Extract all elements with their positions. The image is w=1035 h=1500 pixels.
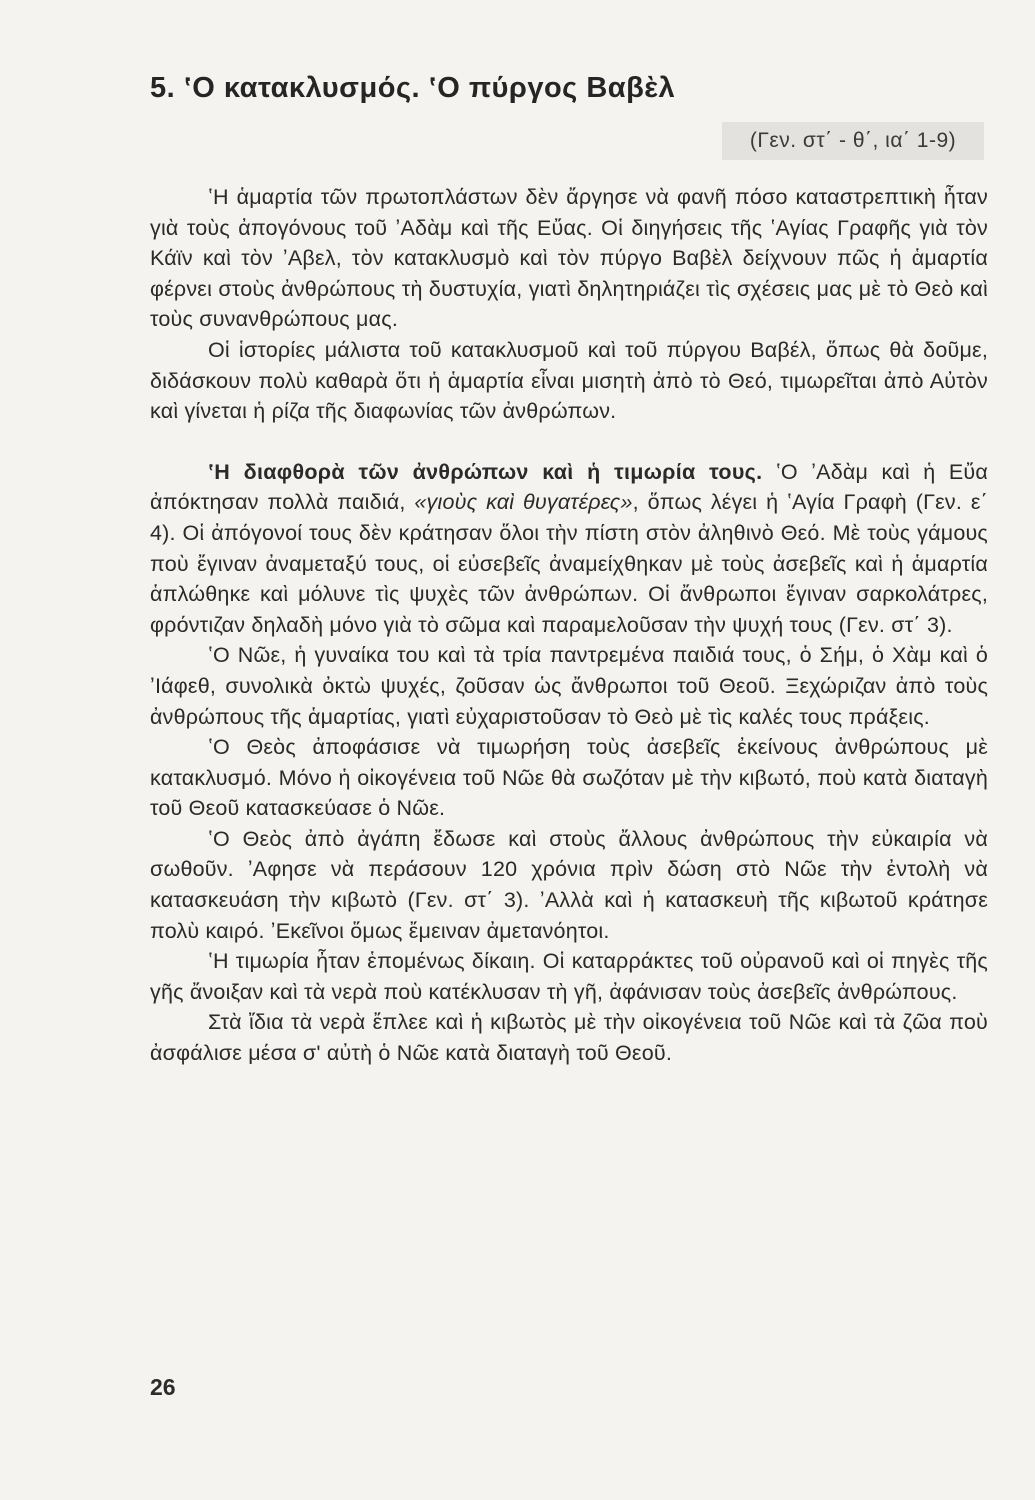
paragraph: ʽΟ Θεὸς ἀποφάσισε νὰ τιμωρήση τοὺς ἀσεβεῖς ἐκείνους ἀνθρώπους μὲ κατακλυσμό. Μόνο ἡ οἰκογένεια τοῦ Νῶε θὰ σωζόταν μὲ τὴν κιβωτό, ποὺ κατὰ διαταγὴ τοῦ Θεοῦ κατασκεύασε ὁ Νῶε. — [150, 735, 988, 821]
paragraph: Στὰ ἴδια τὰ νερὰ ἔπλεε καὶ ἡ κιβωτὸς μὲ τὴν οἰκογένεια τοῦ Νῶε καὶ τὰ ζῶα ποὺ ἀσφάλισε μέσα σ' αὐτὴ ὁ Νῶε κατὰ διαταγὴ τοῦ Θεοῦ. — [150, 1010, 988, 1066]
section-text: , ὅπως λέγει ἡ ʽΑγία Γραφὴ (Γεν. ε΄ 4). Οἱ ἀπόγονοί τους δὲν κράτησαν ὅλοι τὴν πίστη στὸν ἀληθινὸ Θεό. Μὲ τοὺς γάμους ποὺ ἔγιναν ἀναμεταξύ τους, οἱ εὐσεβεῖς ἀναμείχθηκαν μὲ τοὺς ἀσεβεῖς καὶ ἡ ἁμαρτία ἁπλώθηκε καὶ μόλυνε τὶς ψυχὲς τῶν ἀνθρώπων. Οἱ ἄνθρωποι ἔγιναν σαρκολάτρες, φρόντιζαν δηλαδὴ μόνο γιὰ τὸ σῶμα καὶ παραμελοῦσαν τὴν ψυχή τους (Γεν. στ΄ 3). — [150, 490, 989, 637]
section-text: ʽΟ ʼΑδὰμ καὶ ἡ Εὔα ἀπόκτησαν πολλὰ παιδιά, — [150, 459, 988, 515]
paragraph: ʽΟ Θεὸς ἀπὸ ἀγάπη ἔδωσε καὶ στοὺς ἄλλους ἀνθρώπους τὴν εὐκαιρία νὰ σωθοῦν. ʼΑφησε νὰ περάσουν 120 χρόνια πρὶν δώση στὸ Νῶε τὴν ἐντολὴ νὰ κατασκευάση τὴν κιβωτὸ (Γεν. στ΄ 3). ʼΑλλὰ καὶ ἡ κατασκευὴ τῆς κιβωτοῦ κράτησε πολὺ καιρό. ʼΕκεῖνοι ὅμως ἔμειναν ἀμετανόητοι. — [150, 826, 988, 943]
paragraph: ʽΗ ἁμαρτία τῶν πρωτοπλάστων δὲν ἄργησε νὰ φανῆ πόσο καταστρεπτικὴ ἦταν γιὰ τοὺς ἀπογόνους τοῦ ʼΑδὰμ καὶ τῆς Εὔας. Οἱ διηγήσεις τῆς ʽΑγίας Γραφῆς γιὰ τὸν Κάϊν καὶ τὸν ʼΑβελ, τὸν κατακλυσμὸ καὶ τὸν πύργο Βαβὲλ δείχνουν πῶς ἡ ἁμαρτία φέρνει στοὺς ἀνθρώπους τὴ δυστυχία, γιατὶ δηλητηριάζει τὶς σχέσεις μας μὲ τὸ Θεὸ καὶ τοὺς συνανθρώπους μας. — [150, 185, 988, 332]
page-number: 26 — [150, 1374, 176, 1400]
scripture-reference: (Γεν. στ΄ - θ΄, ια΄ 1-9) — [722, 122, 984, 160]
quoted-phrase: «γιοὺς καὶ θυγατέρες» — [414, 490, 633, 515]
chapter-body — [150, 182, 988, 1069]
section-heading: ʽΗ διαφθορὰ τῶν ἀνθρώπων καὶ ἡ τιμωρία τους. — [208, 459, 763, 484]
section-paragraph — [150, 457, 988, 641]
chapter-title: 5. ʽΟ κατακλυσμός. ʽΟ πύργος Βαβὲλ — [150, 72, 676, 104]
paragraph: Οἱ ἱστορίες μάλιστα τοῦ κατακλυσμοῦ καὶ τοῦ πύργου Βαβέλ, ὅπως θὰ δοῦμε, διδάσκουν πολὺ καθαρὰ ὅτι ἡ ἁμαρτία εἶναι μισητὴ ἀπὸ τὸ Θεό, τιμωρεῖται ἀπὸ Αὐτὸν καὶ γίνεται ἡ ρίζα τῆς διαφωνίας τῶν ἀνθρώπων. — [150, 337, 988, 424]
paragraph: ʽΗ τιμωρία ἦταν ἑπομένως δίκαιη. Οἱ καταρράκτες τοῦ οὐρανοῦ καὶ οἱ πηγὲς τῆς γῆς ἄνοιξαν καὶ τὰ νερὰ ποὺ κατέκλυσαν τὴ γῆ, ἀφάνισαν τοὺς ἀσεβεῖς ἀνθρώπους. — [150, 949, 988, 1004]
paragraph: ʽΟ Νῶε, ἡ γυναίκα του καὶ τὰ τρία παντρεμένα παιδιά τους, ὁ Σήμ, ὁ Χὰμ καὶ ὁ ʼΙάφεθ, συνολικὰ ὀκτὼ ψυχές, ζοῦσαν ὡς ἄνθρωποι τοῦ Θεοῦ. Ξεχώριζαν ἀπὸ τοὺς ἀνθρώπους τῆς ἁμαρτίας, γιατὶ εὐχαριστοῦσαν τὸ Θεὸ μὲ τὶς καλές τους πράξεις. — [150, 643, 988, 729]
